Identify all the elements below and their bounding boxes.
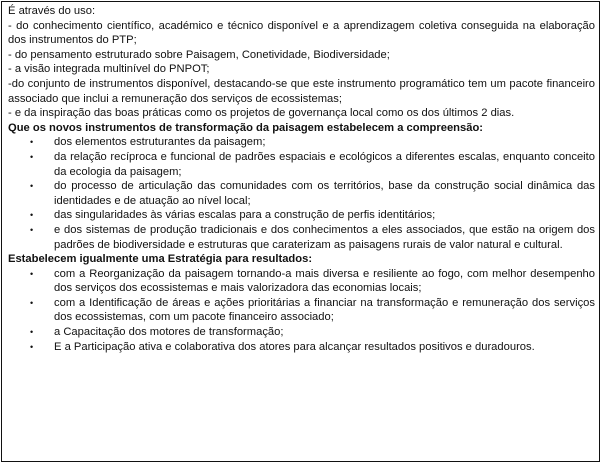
bullet-icon: • (30, 297, 34, 308)
list-item-text: E a Participação ativa e colaborativa dos atores para alcançar resultados positivos e duradouros. (54, 340, 535, 353)
use-line-4: -do conjunto de instrumentos disponível, destacando-se que este instrumento programático tem um pacote financeiro associado que inclui a remuneração dos serviços de ecossistemas; (8, 77, 595, 105)
bullet-icon: • (30, 137, 34, 148)
section2-heading: Estabelecem igualmente uma Estratégia para resultados: (8, 253, 313, 266)
bullet-icon: • (30, 268, 34, 279)
list-item (8, 135, 595, 150)
bullet-icon: • (30, 210, 34, 221)
use-line-1: - do conhecimento científico, académico e técnico disponível e a aprendizagem coletiva conseguida na elaboração dos instrumentos do PTP; (8, 19, 595, 47)
list-item (8, 267, 595, 296)
list-item (8, 340, 595, 355)
bullet-icon: • (30, 224, 34, 235)
text-box (1, 1, 600, 462)
list-item-text: da relação recíproca e funcional de padrões espaciais e ecológicos a diferentes escalas, enquanto conceito da ecologia da paisagem; (54, 150, 595, 178)
bullet-icon: • (30, 341, 34, 352)
bullet-icon: • (30, 327, 34, 338)
list-item (8, 179, 595, 208)
intro-line: É através do uso: (8, 5, 96, 17)
list-item-text: dos elementos estruturantes da paisagem; (54, 136, 266, 149)
list-item (8, 208, 595, 223)
list-item-text: com a Reorganização da paisagem tornando-a mais diversa e resiliente ao fogo, com melhor desempenho dos serviços dos ecossistemas e mais valorizadora das economias locais; (54, 267, 595, 295)
list-item (8, 150, 595, 179)
bullet-icon: • (30, 151, 34, 162)
use-line-5: - e da inspiração das boas práticas como os projetos de governança local como os dos últimos 2 dias. (8, 107, 515, 120)
list-item-text: do processo de articulação das comunidades com os territórios, base da construção social dinâmica das identidades e de atuação ao nível local; (54, 180, 595, 207)
use-line-2: - do pensamento estruturado sobre Paisagem, Conetividade, Biodiversidade; (8, 48, 390, 61)
list-item-text: a Capacitação dos motores de transformação; (54, 326, 284, 339)
list-item-text: das singularidades às várias escalas para a construção de perfis identitários; (54, 209, 436, 222)
list-item (8, 325, 595, 340)
list-item (8, 223, 595, 252)
bullet-icon: • (30, 181, 34, 192)
section2-list (8, 267, 595, 355)
section1-list (8, 135, 595, 252)
section1-heading: Que os novos instrumentos de transformação da paisagem estabelecem a compreensão: (8, 121, 484, 134)
use-line-3: - a visão integrada multinível do PNPOT; (8, 63, 210, 76)
list-item-text: e dos sistemas de produção tradicionais e dos conhecimentos a eles associados, que estão na origem dos padrões de biodiversidade e estruturas que caraterizam as paisagens rurais de valor natural e cultural. (54, 223, 595, 251)
list-item-text: com a Identificação de áreas e ações prioritárias a financiar na transformação e remuneração dos serviços dos ecossistemas, com um pacote financeiro associado; (54, 296, 595, 324)
list-item (8, 296, 595, 325)
